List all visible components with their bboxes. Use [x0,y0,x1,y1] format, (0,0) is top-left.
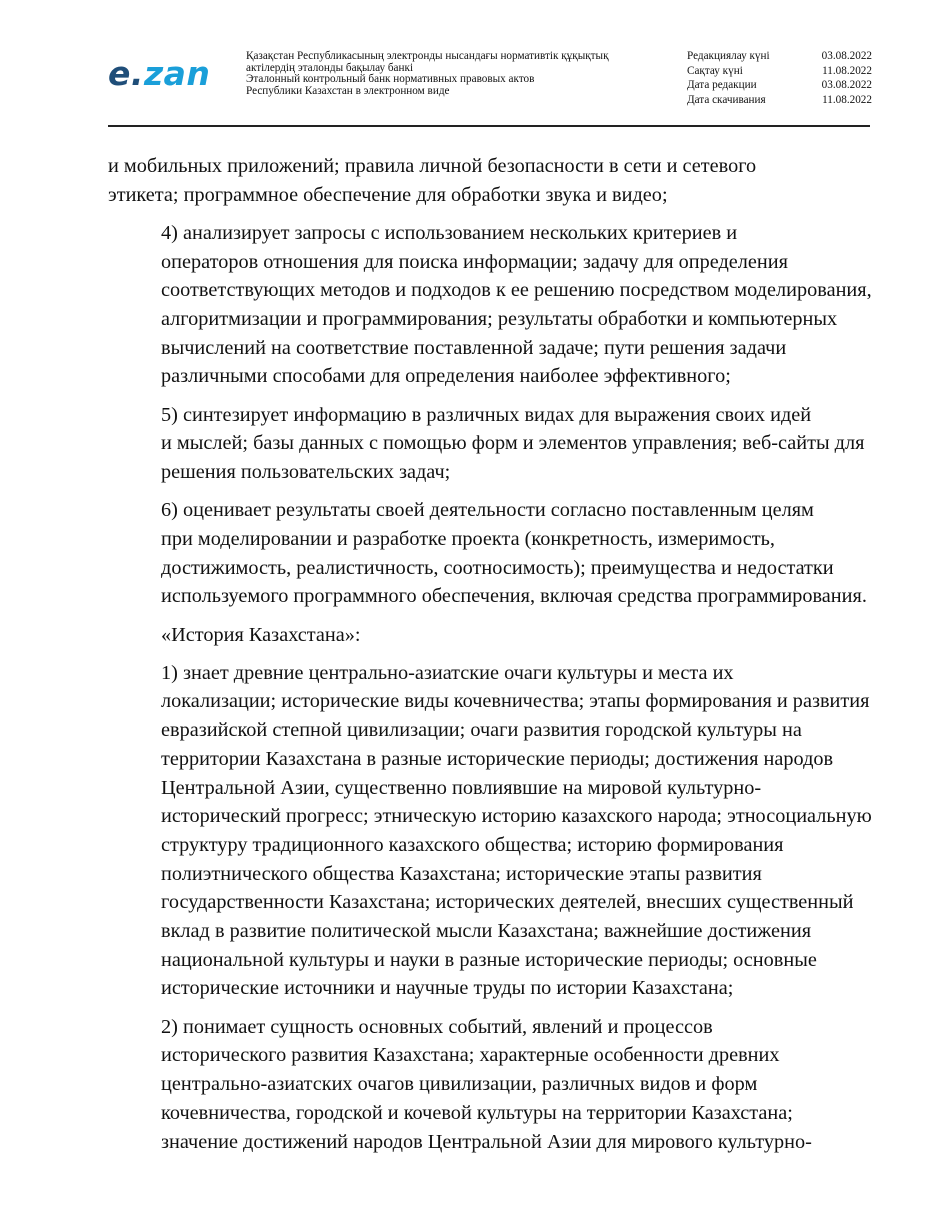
paragraph-line: центрально-азиатских очагов цивилизации, различных видов и форм [161,1073,758,1096]
paragraph-line: 4) анализирует запросы с использованием нескольких критериев и [161,221,738,244]
meta-label: Редакциялау күні [687,50,770,62]
paragraph-line: 5) синтезирует информацию в различных видах для выражения своих идей [161,403,812,426]
meta-value: 11.08.2022 [822,93,872,106]
paragraph-line: вклад в развитие политической мысли Казахстана; важнейшие достижения [161,920,812,943]
paragraph-line: значение достижений народов Центральной Азии для мирового культурно- [161,1130,812,1153]
body-paragraph [108,219,872,391]
meta-value: 03.08.2022 [821,50,872,62]
header-title-line: Қазақстан Республикасының электронды нысандағы нормативтік құқықтық [246,50,609,62]
ezan-logo [108,54,210,93]
paragraph-line: исторические источники и научные труды по истории Казахстана; [161,977,734,1000]
meta-value: 03.08.2022 [821,79,872,91]
meta-row [687,64,872,79]
header-title-line: актілердің эталонды бақылау банкі [246,61,414,74]
header-title-line: Эталонный контрольный банк нормативных правовых актов [246,73,535,86]
logo-e-text: e [108,54,131,93]
body-paragraph [108,621,868,650]
body-paragraph [108,496,868,611]
logo-dot-text: . [130,54,144,93]
paragraph-line: 2) понимает сущность основных событий, явлений и процессов [161,1015,713,1038]
paragraph-line: вычислений на соответствие поставленной задаче; пути решения задачи [161,336,787,359]
paragraph-line: и мыслей; базы данных с помощью форм и элементов управления; веб-сайты для [161,432,865,455]
header-title-line: Республики Казахстан в электронном виде [246,84,450,97]
paragraph-line: соответствующих методов и подходов к ее решению посредством моделирования, [161,279,872,302]
paragraph-line: территории Казахстана в разные исторические периоды; достижения народов [161,747,834,770]
paragraph-line: исторического развития Казахстана; характерные особенности древних [161,1044,780,1067]
paragraph-line: 6) оценивает результаты своей деятельности согласно поставленным целям [161,499,814,522]
body-paragraph [108,659,872,1003]
meta-row [687,49,872,64]
paragraph-line: евразийской степной цивилизации; очаги развития городской культуры на [161,719,802,742]
paragraph-line: национальной культуры и науки в разные исторические периоды; основные [161,948,817,971]
paragraph-line: этикета; программное обеспечение для обработки звука и видео; [108,183,668,206]
paragraph-line: государственности Казахстана; исторических деятелей, внесших существенный [161,891,854,914]
header-dates [687,49,872,107]
paragraph-line: алгоритмизации и программирования; результаты обработки и компьютерных [161,308,838,331]
meta-label: Дата редакции [687,79,757,91]
paragraph-line: Центральной Азии, существенно повлиявшие на мировой культурно- [161,776,762,799]
meta-label: Дата скачивания [687,93,766,106]
meta-row [687,78,872,93]
paragraph-line: при моделировании и разработке проекта (конкретность, измеримость, [161,527,775,550]
body-paragraph [108,1013,868,1157]
meta-value: 11.08.2022 [822,64,872,77]
header-divider [108,125,870,127]
paragraph-line: «История Казахстана»: [161,623,361,646]
paragraph-line: операторов отношения для поиска информации; задачу для определения [161,250,788,273]
meta-label: Сақтау күні [687,64,743,77]
document-body [108,152,872,1166]
paragraph-line: решения пользовательских задач; [161,461,451,484]
paragraph-line: и мобильных приложений; правила личной безопасности в сети и сетевого [108,155,757,177]
paragraph-line: локализации; исторические виды кочевничества; этапы формирования и развития [161,690,870,713]
paragraph-line: используемого программного обеспечения, включая средства программирования. [161,585,867,608]
paragraph-line: 1) знает древние центрально-азиатские очаги культуры и места их [161,661,734,684]
body-paragraph [108,152,868,209]
document-header [108,44,870,124]
paragraph-line: исторический прогресс; этническую историю казахского народа; этносоциальную [161,805,872,828]
paragraph-line: различными способами для определения наиболее эффективного; [161,365,731,388]
paragraph-line: кочевничества, городской и кочевой культуры на территории Казахстана; [161,1101,793,1124]
header-title-block [246,51,656,97]
meta-row [687,93,872,108]
paragraph-line: полиэтнического общества Казахстана; исторические этапы развития [161,862,762,885]
logo-zan-text: zan [143,54,211,93]
paragraph-line: достижимость, реалистичность, соотносимость); преимущества и недостатки [161,556,834,579]
paragraph-line: структуру традиционного казахского общества; историю формирования [161,833,784,856]
body-paragraph [108,401,868,487]
